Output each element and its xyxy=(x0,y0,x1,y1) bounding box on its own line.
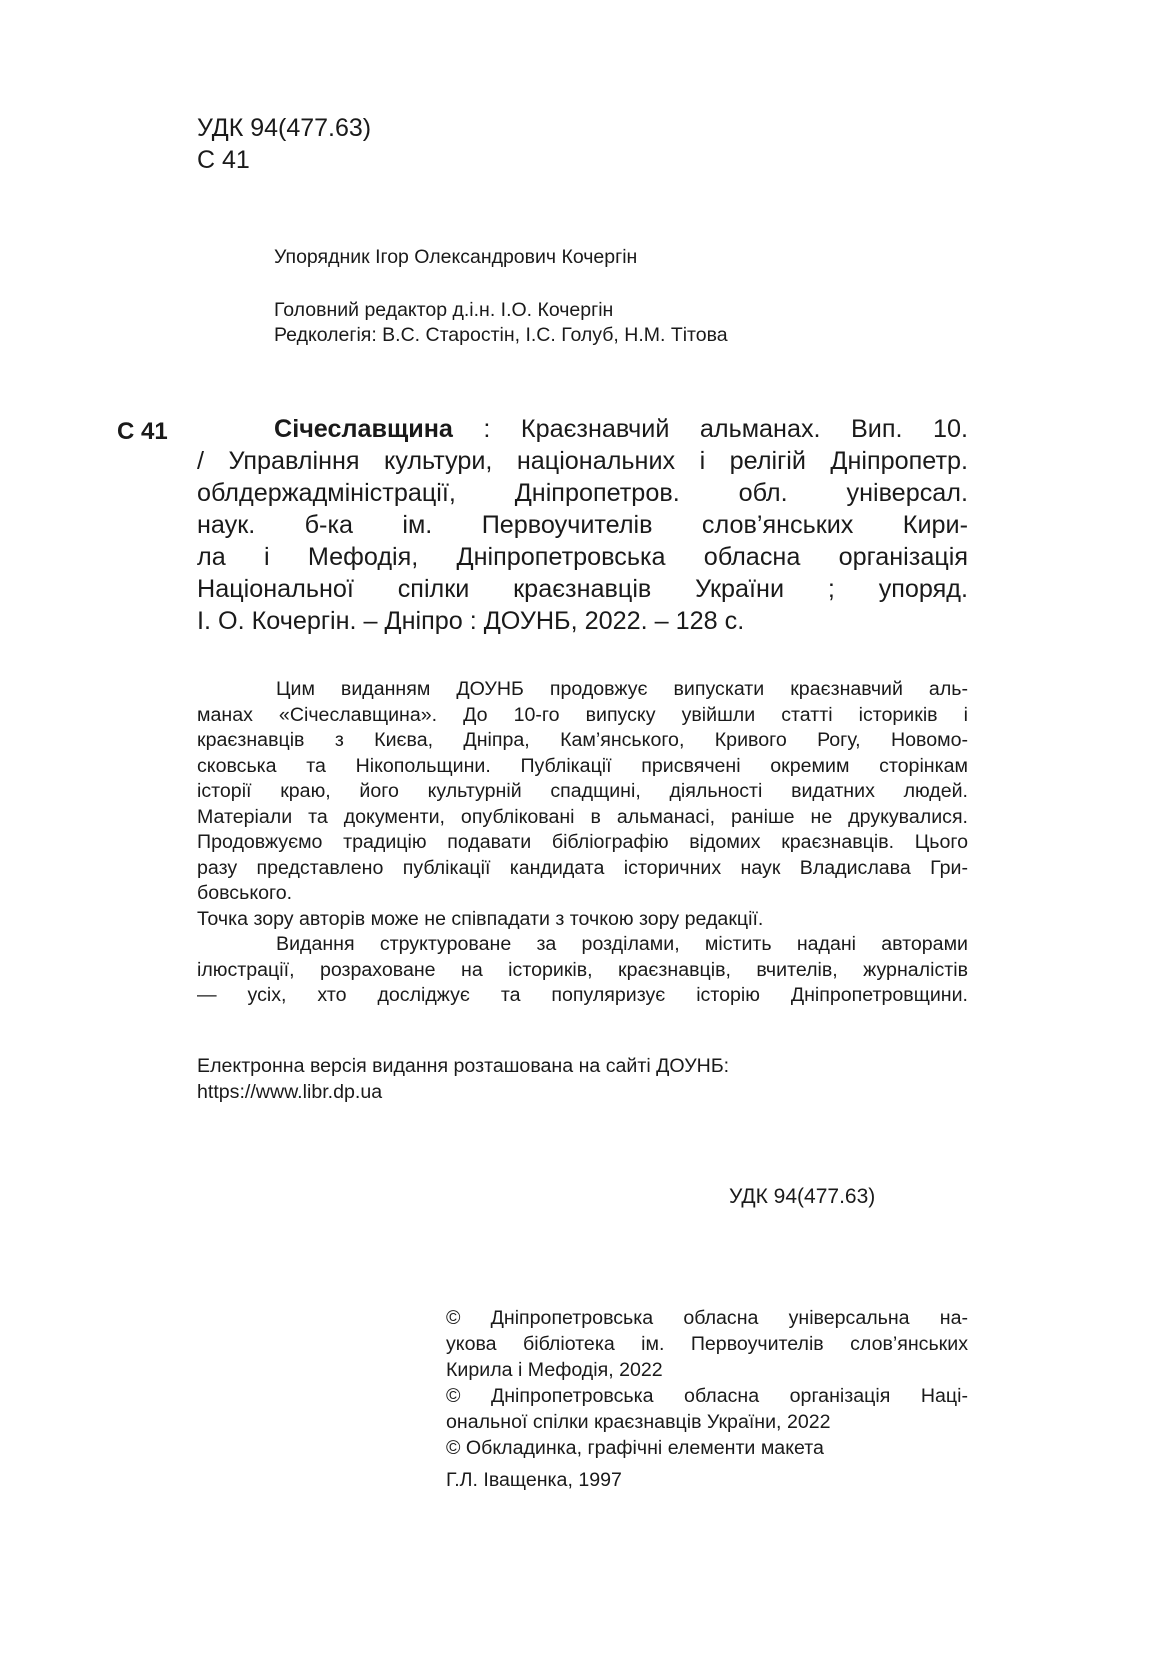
annotation-line: разу представлено публікації кандидата історичних наук Владислава Гри- xyxy=(197,856,968,879)
compiler-credit: Упорядник Ігор Олександрович Кочергін xyxy=(274,246,638,268)
biblio-line: облдержадміністрації, Дніпропетров. обл. універсал. xyxy=(197,479,968,507)
copyright-line: укова бібліотека ім. Первоучителів слов’янських xyxy=(446,1333,968,1355)
electronic-version-note xyxy=(197,1053,729,1105)
chief-editor-credit: Головний редактор д.і.н. І.О. Кочергін xyxy=(274,299,614,321)
biblio-line: Національної спілки краєзнавців України ; упоряд. xyxy=(197,575,968,603)
copyright-line: © Обкладинка, графічні елементи макета xyxy=(446,1437,824,1459)
annotation-line: бовського. xyxy=(197,882,293,904)
udk-header xyxy=(197,112,371,176)
copyright-line: Г.Л. Іващенка, 1997 xyxy=(446,1469,622,1491)
cipher-mark: С 41 xyxy=(117,418,168,445)
biblio-line: І. О. Кочергін. – Дніпро : ДОУНБ, 2022. – 128 с. xyxy=(197,607,745,635)
annotation-line: історії краю, його культурній спадщині, діяльності видатних людей. xyxy=(197,780,968,802)
annotation xyxy=(197,677,968,1009)
udk-code: УДК 94(477.63) xyxy=(197,114,372,142)
biblio-line: / Управління культури, національних і релігій Дніпропетр. xyxy=(197,447,968,475)
copyright-line: Кирила і Мефодія, 2022 xyxy=(446,1359,663,1381)
editorial-board-credit: Редколегія: В.С. Старостін, І.С. Голуб, Н.М. Тітова xyxy=(274,324,728,346)
annotation-line: Продовжуємо традицію подавати бібліографію відомих краєзнавців. Цього xyxy=(197,831,968,853)
biblio-line: наук. б-ка ім. Первоучителів слов’янських Кири- xyxy=(197,511,968,539)
electronic-version-text: Електронна версія видання розташована на сайті ДОУНБ: xyxy=(197,1055,730,1077)
biblio-line: Січеславщина : Краєзнавчий альманах. Вип. 10. xyxy=(274,415,968,443)
annotation-line: Видання структуроване за розділами, містить надані авторами xyxy=(276,933,968,955)
udk-footer: УДК 94(477.63) xyxy=(729,1185,876,1208)
annotation-line: Цим виданням ДОУНБ продовжує випускати краєзнавчий аль- xyxy=(276,678,968,700)
copyright-line: © Дніпропетровська обласна універсальна на- xyxy=(446,1307,968,1329)
annotation-line: Точка зору авторів може не співпадати з точкою зору редакції. xyxy=(197,907,764,930)
website-link[interactable]: https://www.libr.dp.ua xyxy=(197,1081,383,1103)
copyright-line: ональної спілки краєзнавців України, 2022 xyxy=(446,1411,831,1433)
annotation-line: сковська та Нікопольщини. Публікації присвячені окремим сторінкам xyxy=(197,754,968,777)
almanac-title: Січеславщина xyxy=(274,415,453,443)
annotation-line: ілюстрації, розраховане на істориків, краєзнавців, вчителів, журналістів xyxy=(197,958,968,981)
annotation-line: манах «Січеславщина». До 10-го випуску увійшли статті істориків і xyxy=(197,703,968,726)
editors-block xyxy=(274,298,728,348)
copyright-line: © Дніпропетровська обласна організація Наці- xyxy=(446,1385,968,1407)
biblio-line: ла і Мефодія, Дніпропетровська обласна організація xyxy=(197,543,968,571)
annotation-line: Матеріали та документи, опубліковані в альманасі, раніше не друкувалися. xyxy=(197,805,968,828)
copyright-block xyxy=(446,1305,968,1493)
annotation-line: краєзнавців з Києва, Дніпра, Кам’янського, Кривого Рогу, Новомо- xyxy=(197,729,968,751)
author-sign: С 41 xyxy=(197,146,250,174)
annotation-line: — усіх, хто досліджує та популяризує історію Дніпропетровщини. xyxy=(197,984,968,1006)
bibliographic-description xyxy=(197,413,968,637)
